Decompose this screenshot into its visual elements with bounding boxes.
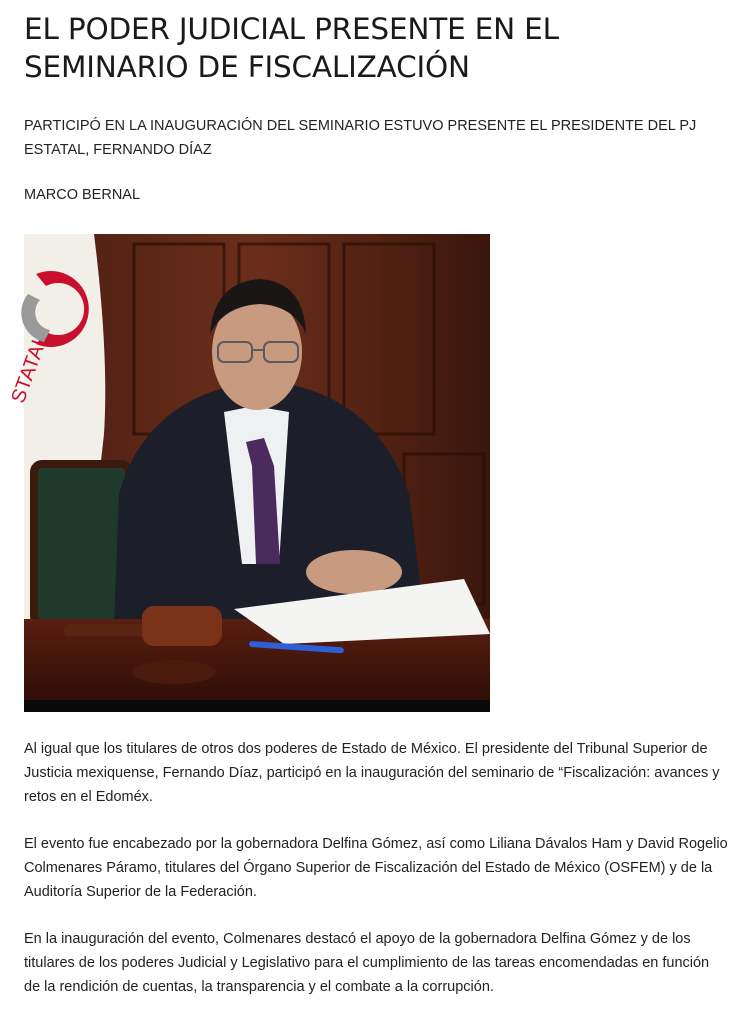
flag-text: STATAL bbox=[7, 331, 53, 407]
article-paragraph: En la inauguración del evento, Colmenares destacó el apoyo de la gobernadora Delfina Gómez y de los titulares de los poderes Judicial y Legislativo para el cumplimiento de las tareas encomendadas en función de la rendición de cuentas, la transparencia y el combate a la corrupción. bbox=[24, 931, 710, 995]
hands bbox=[306, 550, 402, 594]
article-byline: MARCO BERNAL bbox=[24, 187, 141, 203]
article-headline: EL PODER JUDICIAL PRESENTE EN EL SEMINARIO DE FISCALIZACIÓN bbox=[24, 12, 559, 84]
article-paragraph: El evento fue encabezado por la gobernadora Delfina Gómez, así como Liliana Dávalos Ham y David Rogelio Colmenares Páramo, titulares del Órgano Superior de Fiscalización del Estado de México (OSFEM) y de la Auditoría Superior de la Federación. bbox=[24, 836, 728, 900]
article-photo bbox=[7, 234, 490, 712]
portrait-illustration bbox=[7, 234, 490, 712]
article-subheadline: PARTICIPÓ EN LA INAUGURACIÓN DEL SEMINARIO ESTUVO PRESENTE EL PRESIDENTE DEL PJ ESTATAL, FERNANDO DÍAZ bbox=[24, 118, 697, 158]
chair bbox=[34, 464, 129, 624]
article-paragraph: Al igual que los titulares de otros dos poderes de Estado de México. El presidente del Tribunal Superior de Justicia mexiquense, Fernando Díaz, participó en la inauguración del seminario de “Fiscalización: avances y retos en el Edoméx. bbox=[24, 741, 720, 805]
photo-bottom-bar bbox=[24, 700, 490, 712]
